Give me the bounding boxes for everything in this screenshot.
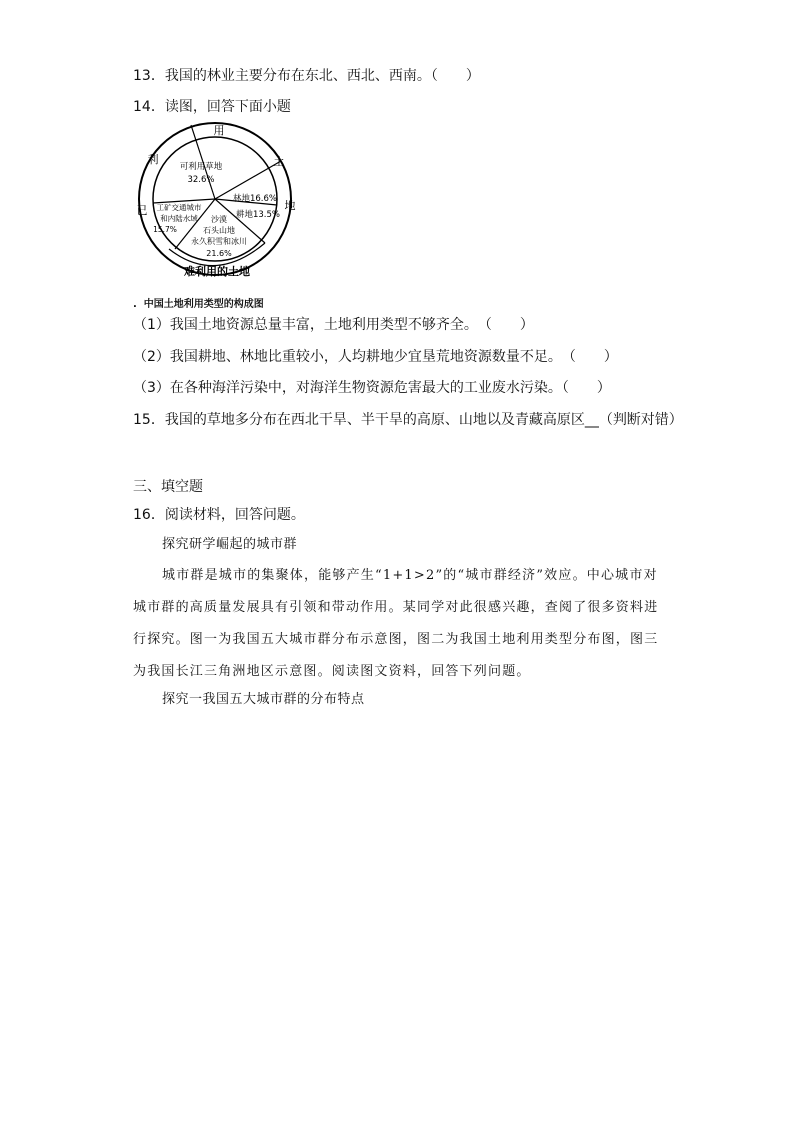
- question-14-3: （3）在各种海洋污染中，对海洋生物资源危害最大的工业废水污染。（ ）: [133, 380, 611, 396]
- slice-label-desert-2: 石头山地: [203, 226, 235, 235]
- caption-text: 中国土地利用类型的构成图: [143, 299, 264, 310]
- slice-label-urban-2: 和内陆水域: [160, 214, 198, 223]
- ring-label-top: 用: [213, 124, 225, 137]
- material-paragraph: 城市群是城市的集聚体，能够产生“1+1>2”的“城市群经济”效应。中心城市对城市群的高质量发展具有引领和带动作用。某同学对此很感兴趣，查阅了很多资料进行探究。图一为我国五大城市群分布示意图，图二为我国土地利用类型分布图，图三为我国长江三角洲地区示意图。阅读图文资料，回答下列问题。: [133, 568, 659, 679]
- question-14-2: （2）我国耕地、林地比重较小，人均耕地少宜垦荒地资源数量不足。 （ ）: [133, 349, 618, 365]
- question-14: 14．读图，回答下面小题: [133, 99, 291, 115]
- question-14-1: （1）我国土地资源总量丰富，土地利用类型不够齐全。 （ ）: [133, 317, 534, 333]
- land-use-pie-chart: [133, 121, 303, 289]
- ring-label-left: 利: [147, 153, 159, 166]
- slice-value-grassland: 32.6%: [187, 175, 215, 185]
- question-13: 13．我国的林业主要分布在东北、西北、西南。（ ）: [133, 68, 480, 84]
- slice-label-farmland: 耕地13.5%: [235, 210, 281, 220]
- caption-bullet: .: [133, 299, 144, 310]
- slice-value-desert: 21.6%: [206, 249, 232, 258]
- slice-label-grassland: 可利用草地: [179, 162, 223, 172]
- ring-label-bottom: 难利用的土地: [184, 265, 250, 278]
- chart-caption: [133, 295, 264, 310]
- slice-value-urban: 15.7%: [153, 225, 177, 234]
- section-heading: 三、填空题: [133, 479, 203, 495]
- slice-label-urban-1: 工矿交通城市: [156, 203, 202, 212]
- slice-label-desert-3: 永久积雪和冰川: [191, 237, 247, 246]
- ring-label-left-lower: 已: [136, 204, 148, 217]
- slice-label-desert-1: 沙漠: [211, 215, 227, 224]
- inquiry-one-heading: 探究一我国五大城市群的分布特点: [162, 692, 365, 707]
- slice-label-forest: 林地16.6%: [232, 194, 278, 204]
- material-subtitle: 探究研学崛起的城市群: [162, 537, 298, 552]
- ring-label-right-lower: 地: [284, 199, 296, 212]
- ring-label-right: 土: [273, 155, 285, 168]
- question-15: 15．我国的草地多分布在西北干旱、半干旱的高原、山地以及青藏高原区__（判断对错）: [133, 412, 683, 428]
- question-16: 16．阅读材料，回答问题。: [133, 507, 305, 523]
